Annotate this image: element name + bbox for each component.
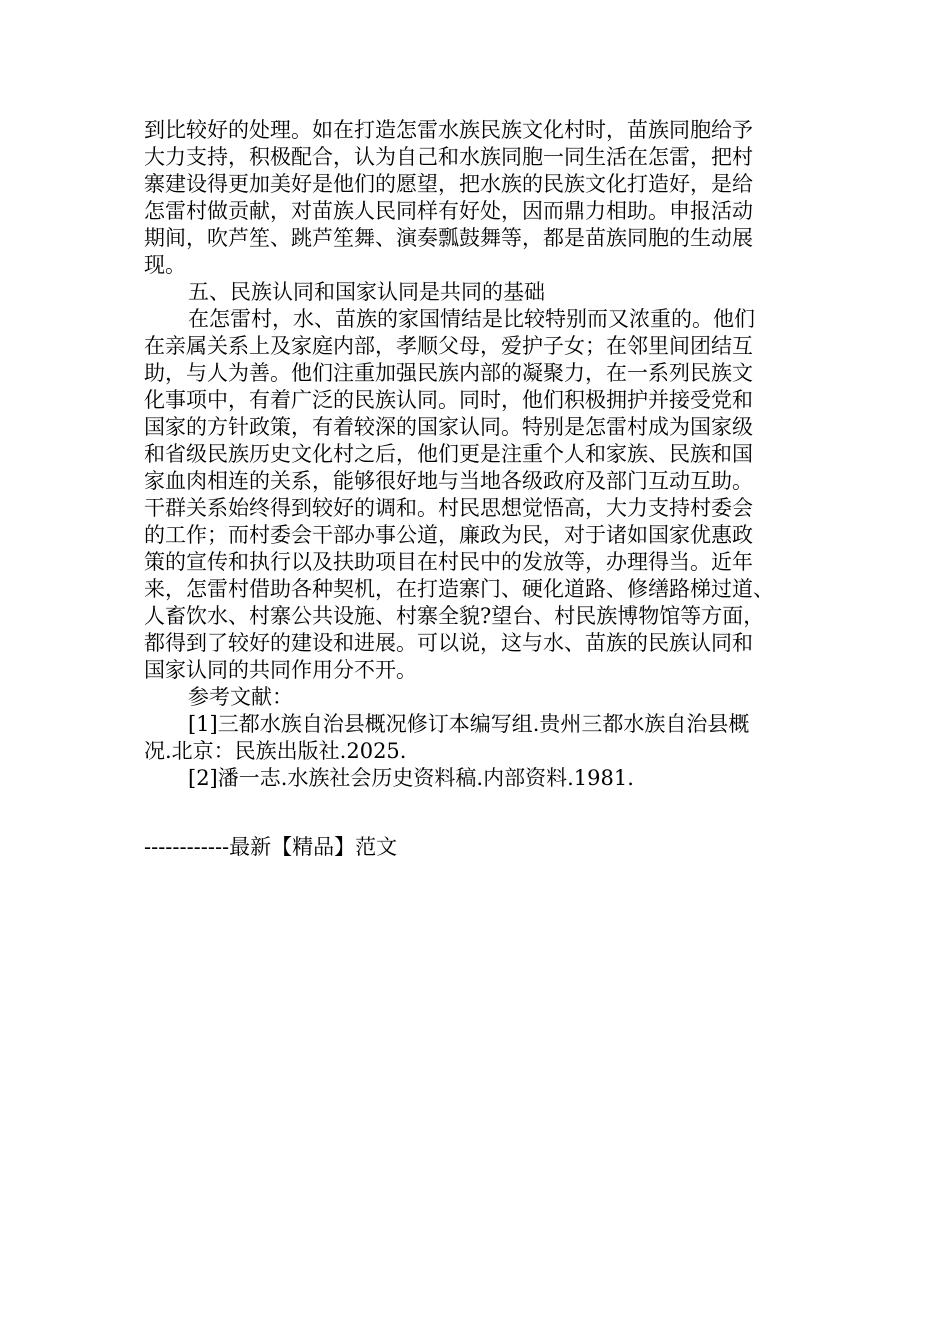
text-line: 国家认同的共同作用分不开。: [144, 658, 417, 682]
reference-item: [144, 765, 816, 792]
text-line: 干群关系始终得到较好的调和。村民思想觉悟高，大力支持村委会: [144, 496, 753, 520]
text-line: 怎雷村做贡献，对苗族人民同样有好处，因而鼎力相助。申报活动: [144, 199, 753, 223]
text-line: 都得到了较好的建设和进展。可以说，这与水、苗族的民族认同和: [144, 631, 753, 655]
text-line: 在怎雷村，水、苗族的家国情结是比较特别而又浓重的。他们: [188, 307, 755, 331]
text-line: 策的宣传和执行以及扶助项目在村民中的发放等，办理得当。近年: [144, 550, 753, 574]
text-line: 助，与人为善。他们注重加强民族内部的凝聚力，在一系列民族文: [144, 361, 753, 385]
reference-item: [144, 711, 816, 765]
text-line: 况.北京：民族出版社.2025.: [144, 739, 407, 763]
text-line: 家血肉相连的关系，能够很好地与当地各级政府及部门互动互助。: [144, 469, 753, 493]
section-heading: 五、民族认同和国家认同是共同的基础: [188, 280, 545, 304]
text-line: 人畜饮水、村寨公共设施、村寨全貌?望台、村民族博物馆等方面，: [144, 604, 765, 628]
text-line: 和省级民族历史文化村之后，他们更是注重个人和家族、民族和国: [144, 442, 753, 466]
references-heading: 参考文献：: [188, 685, 293, 709]
text-line: 来，怎雷村借助各种契机，在打造寨门、硬化道路、修缮路梯过道、: [144, 577, 774, 601]
text-line: 到比较好的处理。如在打造怎雷水族民族文化村时，苗族同胞给予: [144, 118, 753, 142]
text-line: 化事项中，有着广泛的民族认同。同时，他们积极拥护并接受党和: [144, 388, 753, 412]
document-page: [144, 117, 816, 861]
text-line: 期间，吹芦笙、跳芦笙舞、演奏瓢鼓舞等，都是苗族同胞的生动展: [144, 226, 753, 250]
text-line: 在亲属关系上及家庭内部，孝顺父母，爱护子女；在邻里间团结互: [144, 334, 753, 358]
paragraph-body: [144, 306, 816, 684]
spacer: [144, 792, 816, 834]
paragraph-continuation: [144, 117, 816, 279]
text-line: 寨建设得更加美好是他们的愿望，把水族的民族文化打造好，是给: [144, 172, 753, 196]
text-line: 国家的方针政策，有着较深的国家认同。特别是怎雷村成为国家级: [144, 415, 753, 439]
text-line: [2]潘一志.水族社会历史资料稿.内部资料.1981.: [188, 766, 634, 790]
text-line: 大力支持，积极配合，认为自己和水族同胞一同生活在怎雷，把村: [144, 145, 753, 169]
footer-text: ------------最新【精品】范文: [144, 835, 398, 859]
text-line: 的工作；而村委会干部办事公道，廉政为民，对于诸如国家优惠政: [144, 523, 753, 547]
text-line: [1]三都水族自治县概况修订本编写组.贵州三都水族自治县概: [188, 712, 750, 736]
text-line: 现。: [144, 253, 186, 277]
